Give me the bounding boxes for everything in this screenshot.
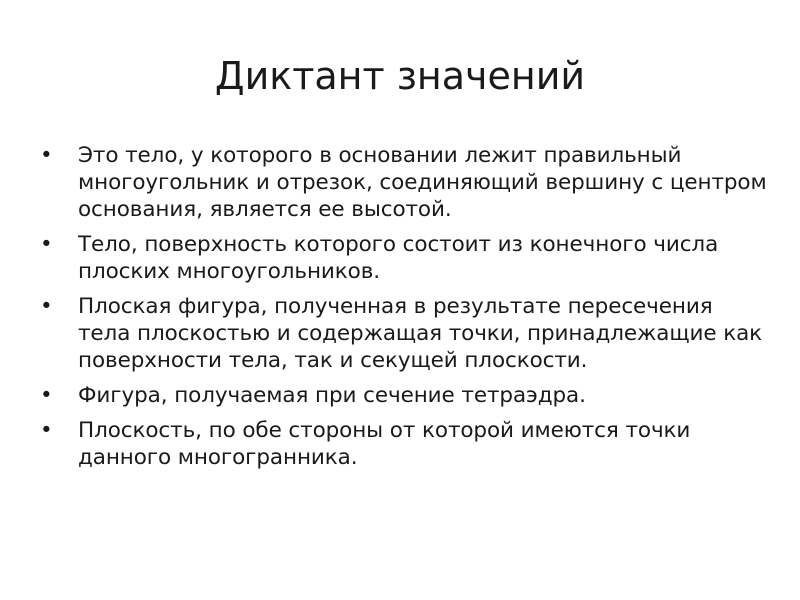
list-item — [40, 293, 770, 374]
bullet-icon: • — [40, 383, 53, 408]
slide-title: Диктант значений — [214, 54, 586, 98]
bullet-icon: • — [40, 418, 53, 443]
list-item-text: Фигура, получаемая при сечение тетраэдра. — [78, 383, 586, 408]
bullet-icon: • — [40, 294, 53, 319]
list-item — [40, 382, 770, 409]
list-item — [40, 231, 770, 285]
list-item-text: Это тело, у которого в основании лежит правильный многоугольник и отрезок, соединяющий вершину с центром основания, является ее высотой. — [78, 143, 767, 222]
list-item-text: Плоская фигура, полученная в результате пересечения тела плоскостью и содержащая точки, принадлежащие как поверхности тела, так и секущей плоскости. — [78, 294, 763, 373]
list-item-text: Плоскость, по обе стороны от которой имеются точки данного многогранника. — [78, 418, 691, 470]
bullet-list — [40, 142, 770, 479]
bullet-icon: • — [40, 143, 53, 168]
bullet-icon: • — [40, 232, 53, 257]
list-item — [40, 142, 770, 223]
list-item — [40, 417, 770, 471]
list-item-text: Тело, поверхность которого состоит из конечного числа плоских многоугольников. — [78, 232, 719, 284]
